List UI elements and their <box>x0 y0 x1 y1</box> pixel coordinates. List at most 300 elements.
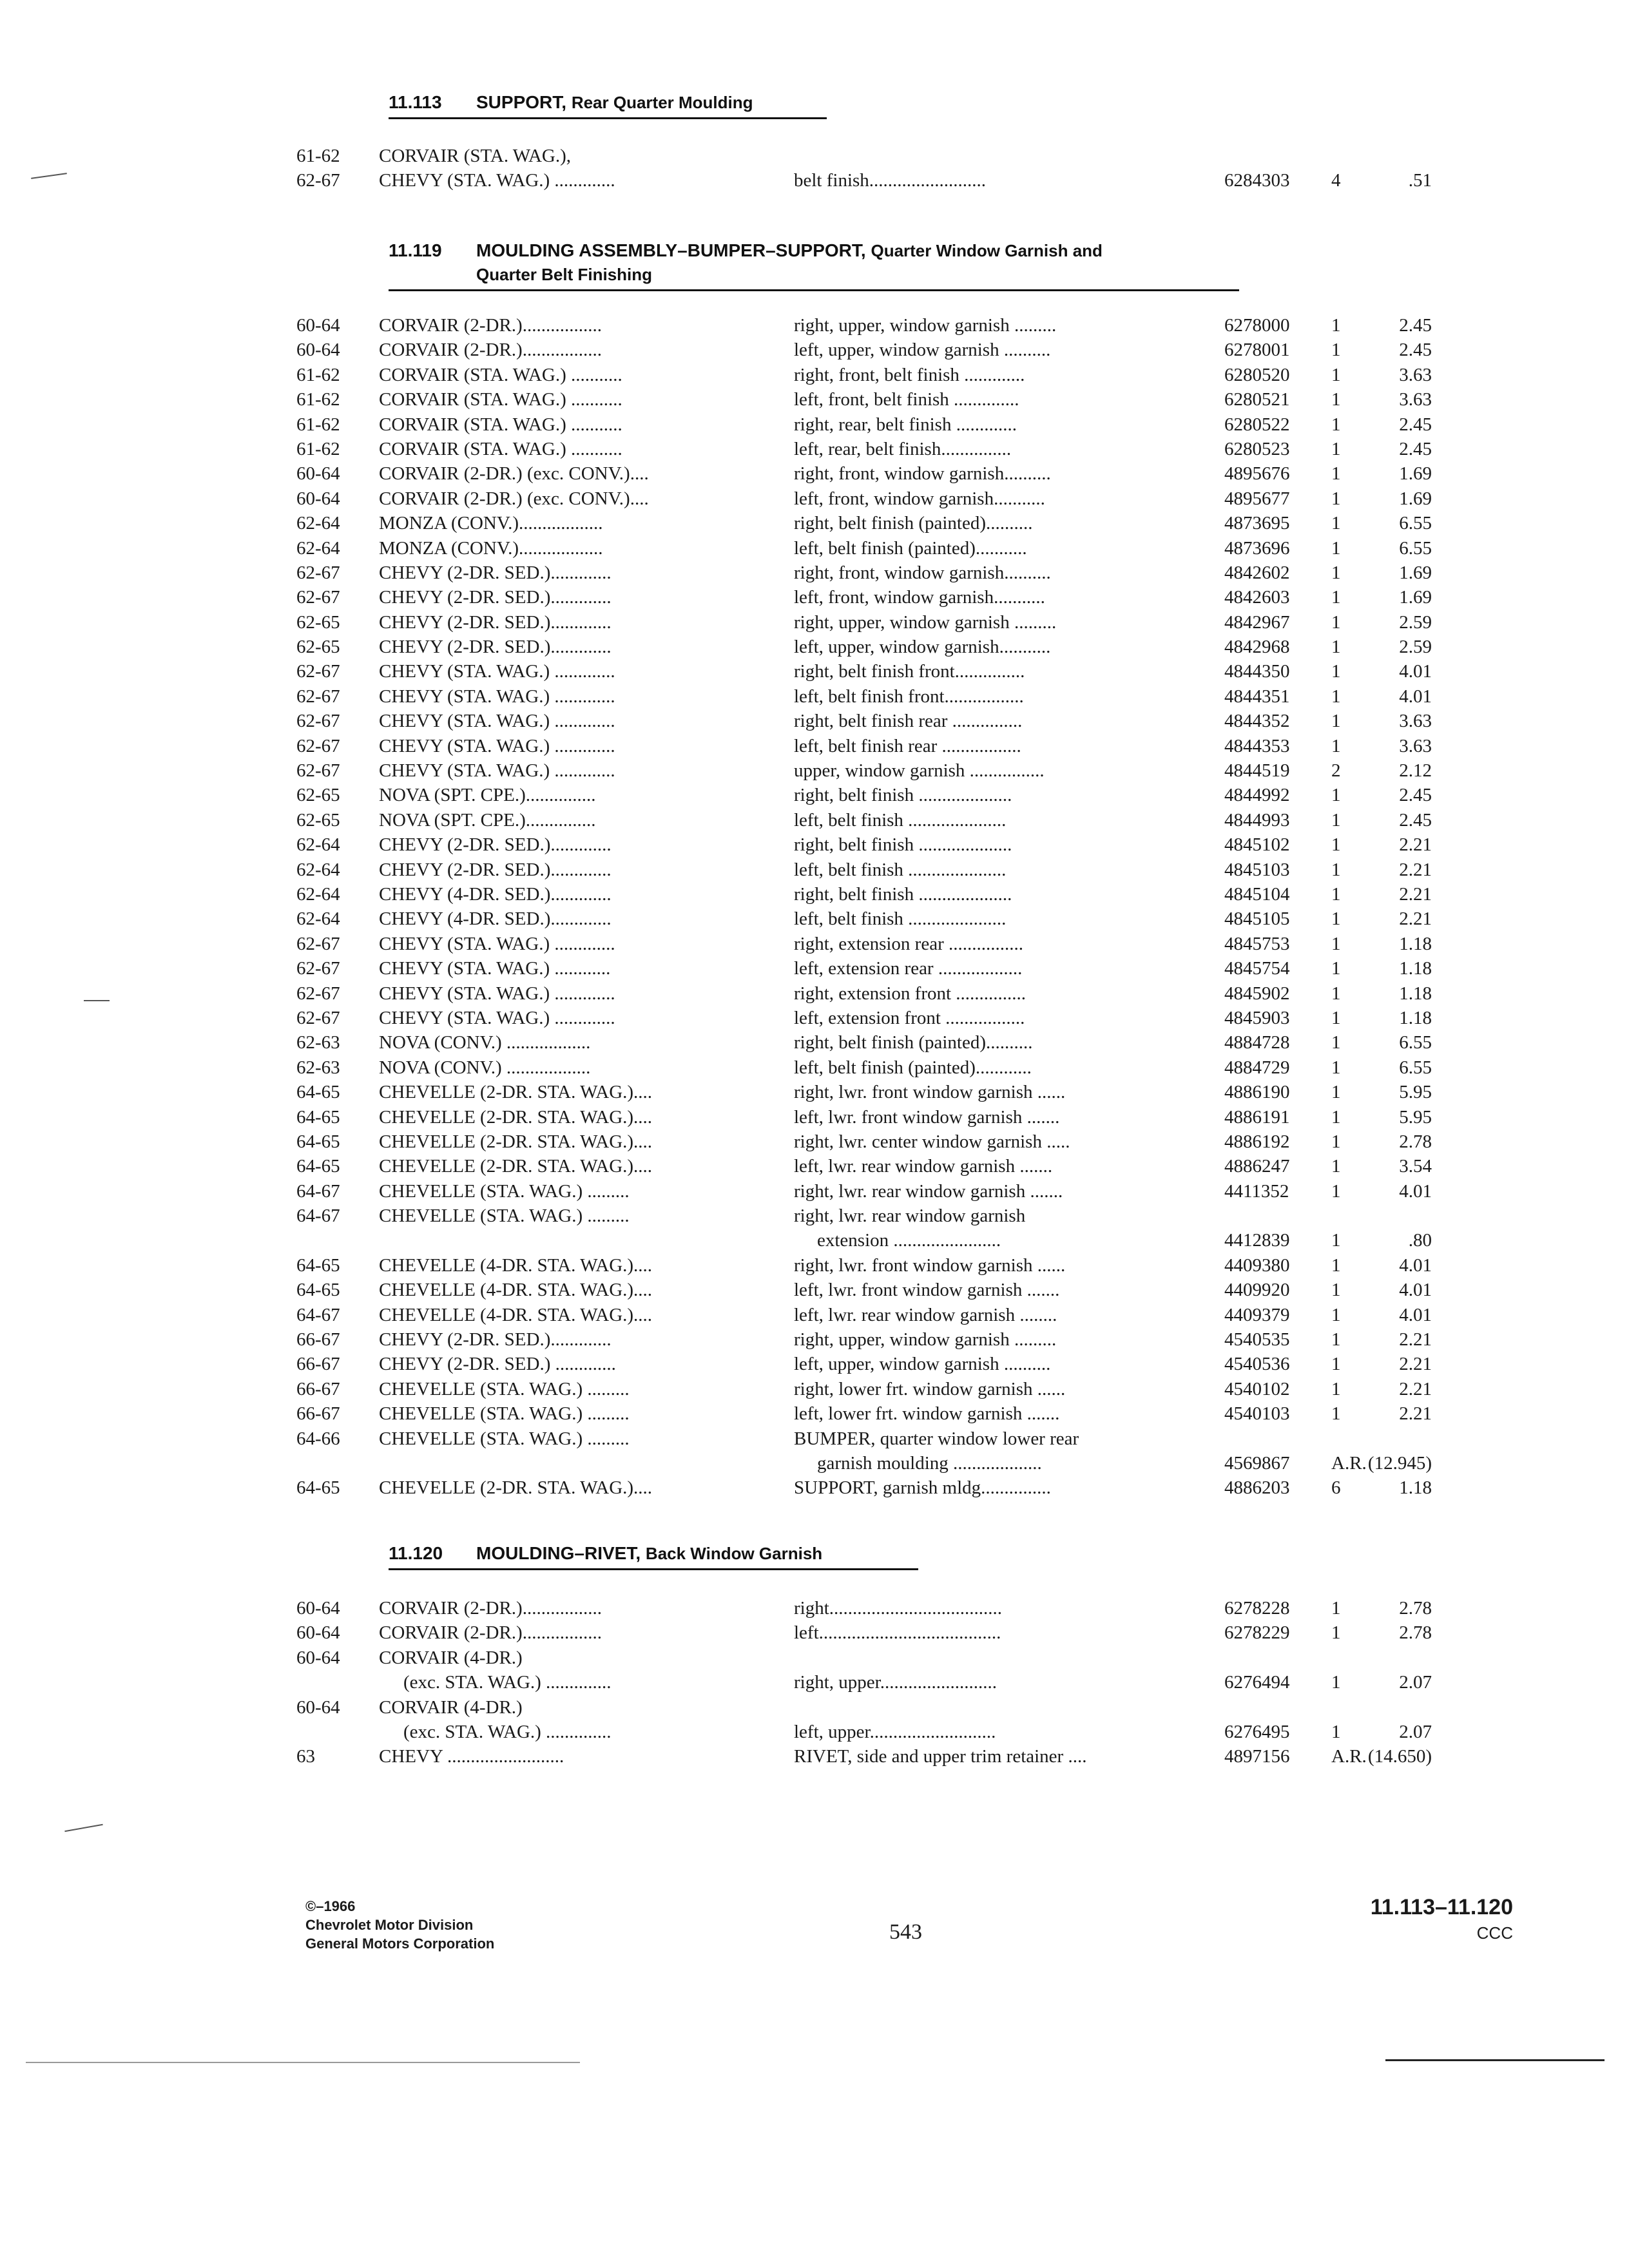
price: 2.78 <box>1399 1598 1432 1619</box>
part-number: 6280522 <box>1224 414 1290 435</box>
part-description <box>794 561 1193 585</box>
description-line1: right, lwr. rear window garnish <box>794 1206 1026 1227</box>
part-description <box>794 1744 1193 1769</box>
part-number: 4845102 <box>1224 834 1290 856</box>
description-line1: left, belt finish (painted)........... <box>794 537 1027 559</box>
part-number: 6278229 <box>1224 1622 1290 1644</box>
price: 6.55 <box>1399 1057 1432 1078</box>
part-number: 4886190 <box>1224 1082 1290 1103</box>
model-name-line1: CORVAIR (2-DR.) (exc. CONV.).... <box>379 488 649 509</box>
model-name-line1: CHEVY (STA. WAG.) ............. <box>379 686 615 707</box>
section-subtitle: Quarter Window Garnish and <box>871 241 1103 260</box>
price: 1.18 <box>1399 958 1432 979</box>
part-description <box>794 585 1193 610</box>
quantity: 1 <box>1331 711 1341 732</box>
price: 4.01 <box>1399 661 1432 682</box>
model-name-line1: CHEVY (STA. WAG.) ............ <box>379 958 611 979</box>
description-line1: right, belt finish .................... <box>794 883 1012 905</box>
price: 1.69 <box>1399 562 1432 583</box>
model-year: 62-64 <box>296 908 340 930</box>
model-name-line1: CORVAIR (4-DR.) <box>379 1696 523 1718</box>
part-description <box>794 932 1193 956</box>
quantity: 1 <box>1331 958 1341 979</box>
model-name-line1: CORVAIR (2-DR.) (exc. CONV.).... <box>379 463 649 485</box>
model-year: 64-65 <box>296 1254 340 1276</box>
part-number: 4873695 <box>1224 513 1290 534</box>
table-row <box>0 1401 1629 1426</box>
description-line1: left, lwr. front window garnish ....... <box>794 1280 1060 1301</box>
section-number: 11.113 <box>389 92 442 112</box>
footer-corporation: General Motors Corporation <box>305 1936 495 1952</box>
model-year: 60-64 <box>296 488 340 509</box>
part-number: 6280523 <box>1224 438 1290 459</box>
table-row <box>0 709 1629 733</box>
description-line1: right, lwr. center window garnish ..... <box>794 1131 1070 1152</box>
model-year: 62-67 <box>296 170 340 191</box>
section-subtitle: Back Window Garnish <box>645 1544 823 1563</box>
model-name <box>379 1204 759 1228</box>
quantity: 1 <box>1331 834 1341 856</box>
table-row <box>0 858 1629 882</box>
part-description <box>794 832 1193 857</box>
part-description <box>794 1475 1193 1500</box>
model-year: 61-62 <box>296 146 340 166</box>
section-11-113 <box>0 90 1629 193</box>
price: 2.45 <box>1399 340 1432 361</box>
footer-division: Chevrolet Motor Division <box>305 1917 474 1933</box>
model-year: 60-64 <box>296 340 340 361</box>
part-number: 4411352 <box>1224 1180 1289 1202</box>
table-row <box>0 1695 1629 1745</box>
price: 2.21 <box>1399 883 1432 905</box>
part-description <box>794 144 1193 168</box>
description-line1: left....................................... <box>794 1622 1001 1644</box>
model-name-line1: CHEVELLE (2-DR. STA. WAG.).... <box>379 1131 653 1152</box>
margin-mark <box>84 1000 110 1001</box>
table-row <box>0 882 1629 907</box>
table-row <box>0 1744 1629 1769</box>
model-name <box>379 1744 759 1769</box>
model-year: 62-67 <box>296 1007 340 1028</box>
model-name-line1: CORVAIR (2-DR.)................. <box>379 315 602 336</box>
part-number: 4884729 <box>1224 1057 1290 1078</box>
price: 1.18 <box>1399 983 1432 1004</box>
quantity: 1 <box>1331 1254 1341 1276</box>
model-name <box>379 956 759 981</box>
page-number: 543 <box>889 1920 922 1944</box>
part-number: 4873696 <box>1224 537 1290 559</box>
price: 5.95 <box>1399 1082 1432 1103</box>
model-name <box>379 1377 759 1401</box>
description-line1: left, belt finish ..................... <box>794 908 1007 930</box>
model-name <box>379 1596 759 1620</box>
table-row <box>0 1303 1629 1327</box>
quantity: 1 <box>1331 364 1341 385</box>
part-description <box>794 168 1193 193</box>
quantity: 1 <box>1331 1672 1341 1693</box>
model-name-line1: CHEVELLE (STA. WAG.) ......... <box>379 1206 630 1227</box>
price: 2.07 <box>1399 1672 1432 1693</box>
price: (14.650) <box>1367 1746 1432 1767</box>
quantity: 1 <box>1331 1057 1341 1078</box>
model-name-line2: (exc. STA. WAG.) .............. <box>403 1721 612 1742</box>
model-name-line1: CORVAIR (STA. WAG.) ........... <box>379 364 622 385</box>
description-line1: upper, window garnish ................ <box>794 760 1045 782</box>
model-year: 62-67 <box>296 711 340 732</box>
part-description <box>794 1620 1193 1645</box>
model-year: 62-67 <box>296 760 340 782</box>
model-year: 66-67 <box>296 1378 340 1399</box>
quantity: 1 <box>1331 933 1341 954</box>
model-name <box>379 1475 759 1500</box>
quantity: 1 <box>1331 340 1341 361</box>
model-name <box>379 338 759 362</box>
quantity: 1 <box>1331 1156 1341 1177</box>
description-line1: right, front, window garnish.......... <box>794 463 1051 485</box>
model-name <box>379 858 759 882</box>
model-name <box>379 1646 759 1695</box>
part-description <box>794 363 1193 387</box>
model-name-line1: CHEVELLE (2-DR. STA. WAG.).... <box>379 1477 653 1499</box>
table-row <box>0 1620 1629 1645</box>
description-line1: left, front, belt finish .............. <box>794 389 1019 410</box>
model-name <box>379 1303 759 1327</box>
description-line1: right, extension front ............... <box>794 983 1027 1004</box>
part-description <box>794 758 1193 783</box>
quantity: 1 <box>1331 1280 1341 1301</box>
model-year: 66-67 <box>296 1329 340 1350</box>
model-name <box>379 1006 759 1030</box>
model-year: 61-62 <box>296 364 340 385</box>
parts-list <box>0 313 1629 1501</box>
bottom-rule-left <box>26 2062 580 2063</box>
section-rule <box>389 117 827 119</box>
part-description <box>794 1596 1193 1620</box>
description-line2: garnish moulding ................... <box>817 1453 1042 1474</box>
quantity: 1 <box>1331 661 1341 682</box>
model-year: 62-67 <box>296 661 340 682</box>
part-number: 4845103 <box>1224 859 1290 880</box>
model-name <box>379 313 759 338</box>
part-number: 4844993 <box>1224 809 1290 831</box>
model-year: 62-64 <box>296 883 340 905</box>
section-heading <box>389 90 827 119</box>
model-year: 62-65 <box>296 809 340 831</box>
model-year: 64-65 <box>296 1477 340 1499</box>
part-number: 4540535 <box>1224 1329 1290 1350</box>
part-number: 4845754 <box>1224 958 1290 979</box>
model-year: 64-65 <box>296 1131 340 1152</box>
part-number: 4569867 <box>1224 1452 1290 1474</box>
price: 6.55 <box>1399 513 1432 534</box>
model-name-line1: CHEVY (2-DR. SED.)............. <box>379 562 612 583</box>
part-number: 6278228 <box>1224 1598 1290 1619</box>
quantity: 1 <box>1331 389 1341 410</box>
model-year: 61-62 <box>296 414 340 435</box>
model-name-line1: CHEVY (2-DR. SED.)............. <box>379 859 612 880</box>
model-name <box>379 1327 759 1352</box>
table-row <box>0 461 1629 486</box>
model-year: 60-64 <box>296 1622 340 1644</box>
description-line1 <box>794 1646 1193 1670</box>
table-row <box>0 536 1629 561</box>
price: 3.63 <box>1399 711 1432 732</box>
part-description <box>794 412 1193 437</box>
description-line2: right, upper......................... <box>794 1672 997 1693</box>
part-description <box>794 659 1193 684</box>
description-line1: left, lower frt. window garnish ....... <box>794 1403 1060 1425</box>
quantity: 1 <box>1331 983 1341 1004</box>
model-name-line1: CORVAIR (4-DR.) <box>379 1647 523 1668</box>
table-row <box>0 758 1629 783</box>
part-number: 4540536 <box>1224 1354 1290 1375</box>
part-number: 4844519 <box>1224 760 1290 782</box>
model-name-line1: CHEVY (STA. WAG.) ............. <box>379 1007 615 1028</box>
quantity: 1 <box>1331 1329 1341 1350</box>
part-number: 4844351 <box>1224 686 1290 707</box>
part-description <box>794 1055 1193 1080</box>
table-row <box>0 907 1629 931</box>
part-number: 4895676 <box>1224 463 1290 485</box>
section-heading <box>389 1541 918 1570</box>
quantity: 1 <box>1331 562 1341 583</box>
table-row <box>0 1377 1629 1401</box>
table-row <box>0 932 1629 956</box>
model-name <box>379 1179 759 1204</box>
description-line2: extension ....................... <box>817 1230 1001 1251</box>
description-line1: right, lwr. rear window garnish ....... <box>794 1180 1063 1202</box>
table-row <box>0 956 1629 981</box>
price: 2.21 <box>1399 1378 1432 1399</box>
model-year: 62-67 <box>296 983 340 1004</box>
model-name-line1: CHEVY (2-DR. SED.)............. <box>379 834 612 856</box>
part-number: 4886191 <box>1224 1106 1290 1128</box>
model-name-line1: CHEVELLE (2-DR. STA. WAG.).... <box>379 1082 653 1103</box>
model-name <box>379 1055 759 1080</box>
table-row <box>0 1646 1629 1695</box>
price: 2.45 <box>1399 785 1432 806</box>
price: 2.45 <box>1399 809 1432 831</box>
table-row <box>0 412 1629 437</box>
part-number: 6276495 <box>1224 1721 1290 1742</box>
part-description <box>794 486 1193 511</box>
part-description <box>794 1080 1193 1104</box>
part-description <box>794 1327 1193 1352</box>
table-row <box>0 808 1629 832</box>
table-row <box>0 1179 1629 1204</box>
model-name <box>379 461 759 486</box>
table-row <box>0 1475 1629 1500</box>
price: 4.01 <box>1399 1254 1432 1276</box>
section-11-119 <box>0 238 1629 1501</box>
model-year: 62-63 <box>296 1032 340 1053</box>
description-line1: left, front, window garnish........... <box>794 488 1045 509</box>
part-number: 4842602 <box>1224 562 1290 583</box>
description-line1: right, extension rear ................ <box>794 933 1023 954</box>
part-description <box>794 1377 1193 1401</box>
quantity: 1 <box>1331 315 1341 336</box>
model-year: 60-64 <box>296 1696 340 1718</box>
price: 1.69 <box>1399 488 1432 509</box>
description-line1: right, rear, belt finish ............. <box>794 414 1017 435</box>
model-year: 61-62 <box>296 389 340 410</box>
table-row <box>0 338 1629 362</box>
table-row <box>0 363 1629 387</box>
part-number: 4886192 <box>1224 1131 1290 1152</box>
model-name <box>379 1695 759 1745</box>
description-line1: left, extension rear .................. <box>794 958 1023 979</box>
description-line1: left, rear, belt finish............... <box>794 438 1012 459</box>
description-line1: BUMPER, quarter window lower rear <box>794 1428 1079 1449</box>
model-name-line1: NOVA (CONV.) .................. <box>379 1032 591 1053</box>
model-name-line1: CHEVY (STA. WAG.) ............. <box>379 735 615 756</box>
price: 2.21 <box>1399 834 1432 856</box>
part-description <box>794 1179 1193 1204</box>
part-description <box>794 635 1193 659</box>
model-name <box>379 1401 759 1426</box>
price: 3.63 <box>1399 389 1432 410</box>
price: 2.78 <box>1399 1622 1432 1644</box>
model-name <box>379 907 759 931</box>
price: 2.45 <box>1399 315 1432 336</box>
footer-code: CCC <box>1476 1923 1513 1943</box>
quantity: A.R. <box>1331 1746 1367 1767</box>
description-line1: left, belt finish front................. <box>794 686 1024 707</box>
part-description <box>794 882 1193 907</box>
section-heading <box>389 238 1239 291</box>
part-number: 4845902 <box>1224 983 1290 1004</box>
model-name-line1: CHEVY (STA. WAG.) ............. <box>379 983 615 1004</box>
quantity: 1 <box>1331 1131 1341 1152</box>
part-number: 4844353 <box>1224 735 1290 756</box>
table-row <box>0 1596 1629 1620</box>
part-number: 6278001 <box>1224 340 1290 361</box>
model-name-line1: MONZA (CONV.).................. <box>379 513 603 534</box>
part-number: 4412839 <box>1224 1230 1290 1251</box>
model-name <box>379 1080 759 1104</box>
quantity: 1 <box>1331 1721 1341 1742</box>
model-name-line1: CHEVELLE (STA. WAG.) ......... <box>379 1428 630 1449</box>
model-year: 60-64 <box>296 463 340 485</box>
model-year: 62-64 <box>296 834 340 856</box>
quantity: 1 <box>1331 1082 1341 1103</box>
section-title: MOULDING ASSEMBLY–BUMPER–SUPPORT, <box>476 240 866 260</box>
description-line1: belt finish......................... <box>794 170 987 191</box>
price: 2.21 <box>1399 908 1432 930</box>
part-number: 4886203 <box>1224 1477 1290 1499</box>
part-description <box>794 783 1193 807</box>
model-name-line1: CHEVY (2-DR. SED.)............. <box>379 611 612 633</box>
price: 3.54 <box>1399 1156 1432 1177</box>
table-row <box>0 1105 1629 1129</box>
model-name-line1: CHEVY ......................... <box>379 1746 564 1767</box>
description-line1: right, belt finish rear ............... <box>794 711 1023 732</box>
table-row <box>0 1204 1629 1253</box>
price: 6.55 <box>1399 1032 1432 1053</box>
margin-mark <box>64 1824 102 1832</box>
quantity: 1 <box>1331 908 1341 930</box>
model-name <box>379 932 759 956</box>
description-line1: right..................................... <box>794 1598 1003 1619</box>
quantity: 1 <box>1331 1106 1341 1128</box>
price: 1.69 <box>1399 587 1432 608</box>
table-row <box>0 486 1629 511</box>
section-number: 11.120 <box>389 1543 443 1563</box>
description-line1: left, lwr. rear window garnish ........ <box>794 1304 1057 1325</box>
part-description <box>794 1105 1193 1129</box>
model-name-line1: CHEVELLE (2-DR. STA. WAG.).... <box>379 1106 653 1128</box>
model-name-line1: CORVAIR (STA. WAG.) ........... <box>379 438 622 459</box>
model-name-line1: CHEVELLE (4-DR. STA. WAG.).... <box>379 1254 653 1276</box>
model-name <box>379 536 759 561</box>
model-name <box>379 981 759 1006</box>
description-line1: left, front, window garnish........... <box>794 587 1045 608</box>
price: 3.63 <box>1399 735 1432 756</box>
price: 4.01 <box>1399 1280 1432 1301</box>
quantity: 1 <box>1331 1378 1341 1399</box>
section-11-120 <box>0 1541 1629 1769</box>
part-number: 4897156 <box>1224 1746 1290 1767</box>
model-name-line1: NOVA (SPT. CPE.)............... <box>379 809 596 831</box>
model-name-line1: CHEVY (2-DR. SED.)............. <box>379 1329 612 1350</box>
quantity: 1 <box>1331 637 1341 658</box>
description-line1: right, upper, window garnish ......... <box>794 315 1057 336</box>
model-name <box>379 758 759 783</box>
table-row <box>0 1006 1629 1030</box>
model-name <box>379 709 759 733</box>
section-rule <box>389 1568 918 1570</box>
model-year: 64-65 <box>296 1156 340 1177</box>
model-name <box>379 1154 759 1178</box>
table-row <box>0 1253 1629 1278</box>
model-name <box>379 734 759 758</box>
price: 4.01 <box>1399 686 1432 707</box>
price: 2.59 <box>1399 611 1432 633</box>
part-description <box>794 1030 1193 1055</box>
model-name-line1: CORVAIR (2-DR.)................. <box>379 340 602 361</box>
model-year: 62-65 <box>296 611 340 633</box>
part-description <box>794 1006 1193 1030</box>
description-line1: right, belt finish (painted).......... <box>794 1032 1033 1053</box>
description-line1: right, front, window garnish.......... <box>794 562 1051 583</box>
part-number: 4842603 <box>1224 587 1290 608</box>
section-title: MOULDING–RIVET, <box>476 1543 641 1563</box>
model-name-line1: MONZA (CONV.).................. <box>379 537 603 559</box>
model-name-line1: CHEVY (4-DR. SED.)............. <box>379 883 612 905</box>
model-name <box>379 144 759 168</box>
part-number: 4844350 <box>1224 661 1290 682</box>
model-year: 62-63 <box>296 1057 340 1078</box>
model-name <box>379 511 759 535</box>
model-year: 60-64 <box>296 1598 340 1619</box>
price: 2.21 <box>1399 859 1432 880</box>
model-year: 62-64 <box>296 513 340 534</box>
model-year: 64-67 <box>296 1180 340 1202</box>
model-year: 60-64 <box>296 315 340 336</box>
model-year: 62-65 <box>296 637 340 658</box>
price: 6.55 <box>1399 537 1432 559</box>
table-row <box>0 561 1629 585</box>
footer-section-range: 11.113–11.120 <box>1370 1895 1513 1919</box>
part-description <box>794 684 1193 709</box>
model-name-line1: CHEVELLE (STA. WAG.) ......... <box>379 1378 630 1399</box>
part-description <box>794 313 1193 338</box>
footer-copyright: ©–1966 <box>305 1898 356 1914</box>
part-description <box>794 1352 1193 1376</box>
part-description <box>794 981 1193 1006</box>
part-number: 6278000 <box>1224 315 1290 336</box>
quantity: 1 <box>1331 809 1341 831</box>
